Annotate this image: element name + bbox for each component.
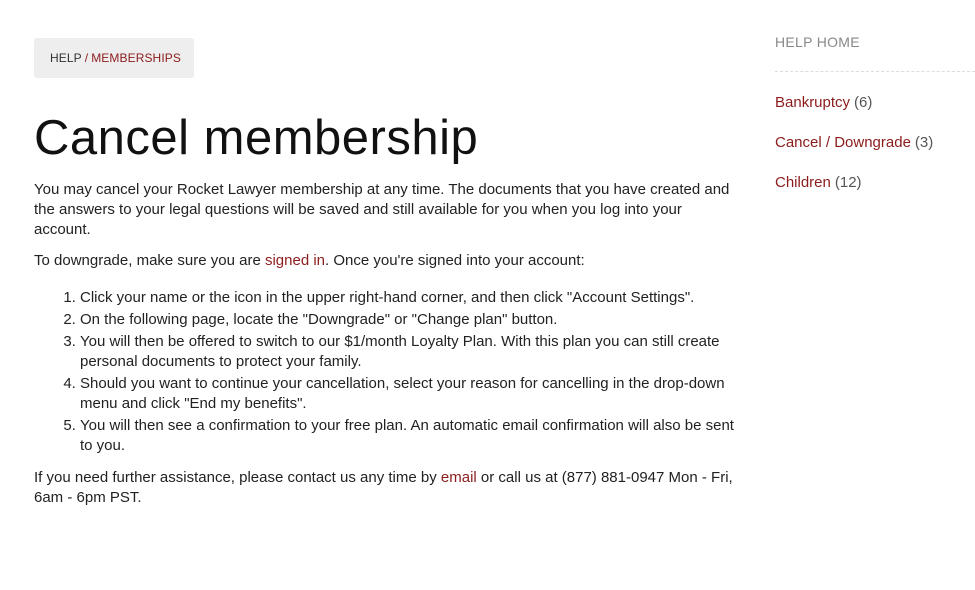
category-item-cancel-downgrade <box>775 134 975 154</box>
assistance-paragraph <box>34 468 734 508</box>
article <box>34 108 734 519</box>
step-item: 5. You will then see a confirmation to your free plan. An automatic email confirmation will also be sent to you. <box>80 416 734 456</box>
step-item: 2. On the following page, locate the "Downgrade" or "Change plan" button. <box>80 310 734 330</box>
breadcrumb-memberships-link[interactable]: MEMBERSHIPS <box>91 51 181 65</box>
breadcrumb-help-link[interactable]: HELP <box>50 51 82 65</box>
category-count: (12) <box>834 174 862 191</box>
category-link-children[interactable]: Children <box>775 174 831 191</box>
step-item: 1. Click your name or the icon in the upper right-hand corner, and then click "Account Settings". <box>80 288 734 308</box>
assistance-text-prefix: If you need further assistance, please contact us any time by <box>34 469 441 486</box>
breadcrumb <box>34 38 194 78</box>
category-list <box>775 94 975 194</box>
page-title: Cancel membership <box>34 111 479 165</box>
category-link-cancel-downgrade[interactable]: Cancel / Downgrade <box>775 134 911 151</box>
category-item-children <box>775 174 975 194</box>
steps-list <box>34 288 734 456</box>
category-count: (3) <box>914 134 934 151</box>
signed-in-link[interactable]: signed in <box>264 252 326 269</box>
help-home-link[interactable]: HELP HOME <box>775 34 975 72</box>
step-item: 4. Should you want to continue your cancellation, select your reason for cancelling in the drop-down menu and click "End my benefits". <box>80 374 734 414</box>
intro-paragraph: You may cancel your Rocket Lawyer membership at any time. The documents that you have created and the answers to your legal questions will be saved and still available for you when you log into your account. <box>34 181 730 238</box>
help-sidebar <box>775 34 975 214</box>
downgrade-paragraph <box>34 251 734 271</box>
category-item-bankruptcy <box>775 94 975 114</box>
email-link[interactable]: email <box>440 469 477 486</box>
breadcrumb-separator: / <box>84 51 89 65</box>
category-count: (6) <box>854 94 873 111</box>
step-item: 3. You will then be offered to switch to our $1/month Loyalty Plan. With this plan you can still create personal documents to protect your family. <box>80 332 734 372</box>
assistance-text-suffix: or call us at (877) 881-0947 Mon - Fri, 6am - 6pm PST. <box>34 469 733 506</box>
category-link-bankruptcy[interactable]: Bankruptcy <box>775 94 851 111</box>
downgrade-text-suffix: . Once you're signed into your account: <box>325 252 585 269</box>
downgrade-text-prefix: To downgrade, make sure you are <box>34 252 265 269</box>
